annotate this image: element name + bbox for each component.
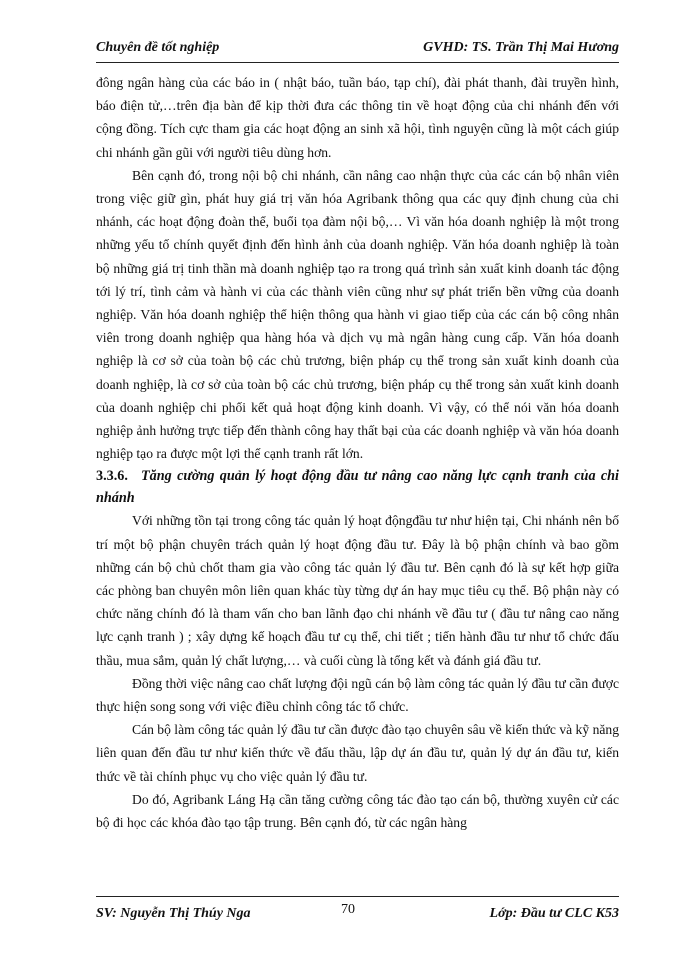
header-rule xyxy=(96,62,619,63)
section-title: Tăng cường quản lý hoạt động đầu tư nâng cao năng lực cạnh tranh của chi nhánh xyxy=(96,468,619,507)
footer-rule xyxy=(96,896,619,897)
paragraph-5: Cán bộ làm công tác quản lý đầu tư cần được đào tạo chuyên sâu về kiến thức và kỹ năng liên quan đến đầu tư như kiến thức về đấu thầu, lập dự án đầu tư, quản lý dự án đầu tư, kiến thức về tài chính phục vụ cho việc quản lý đầu tư. xyxy=(96,722,619,784)
paragraph-4: Đồng thời việc nâng cao chất lượng đội ngũ cán bộ làm công tác quản lý đầu tư cần được thực hiện song song với việc điều chỉnh công tác tổ chức. xyxy=(96,675,619,715)
section-number: 3.3.6. xyxy=(96,468,128,485)
header-supervisor: GVHD: TS. Trần Thị Mai Hương xyxy=(423,40,619,55)
paragraph-2: Bên cạnh đó, trong nội bộ chi nhánh, cần nâng cao nhận thực của các cán bộ nhân viên trong việc giữ gìn, phát huy giá trị văn hóa Agribank thông qua các quy định chung của chi nhánh, các hoạt động đoàn thể, buổi tọa đàm nội bộ,… Vì văn hóa doanh nghiệp là một trong những yếu tố chính quyết định đến hình ảnh của doanh nghiệp. Văn hóa doanh nghiệp là toàn bộ những giá trị tinh thần mà doanh nghiệp tạo ra trong quá trình sản xuất kinh doanh tác động tới lý trí, tình cảm và hành vi của các thành viên cũng như sự phát triển bền vững của doanh nghiệp. Văn hóa doanh nghiệp thể hiện thông qua hành vi giao tiếp của các cán bộ công nhân viên trong doanh nghiệp qua hàng hóa và dịch vụ mà ngân hàng cung cấp. Văn hóa doanh nghiệp là cơ sở của toàn bộ các chủ trương, biện pháp cụ thể trong sản xuất kinh doanh của doanh nghiệp, là cơ sở của toàn bộ các chủ trương, biện pháp cụ thể trong sản xuất kinh doanh của doanh nghiệp chi phối kết quả hoạt động kinh doanh. Vì vậy, có thể nói văn hóa doanh nghiệp ảnh hưởng trực tiếp đến thành công hay thất bại của các doanh nghiệp và văn hóa doanh nghiệp tạo ra được một lợi thế cạnh tranh rất lớn. xyxy=(96,167,619,462)
footer-class: Lớp: Đầu tư CLC K53 xyxy=(489,906,619,921)
header-document-type: Chuyên đề tốt nghiệp xyxy=(96,40,220,55)
page-footer xyxy=(96,896,619,926)
section-heading xyxy=(96,465,619,509)
footer-student: SV: Nguyễn Thị Thúy Nga xyxy=(96,906,251,921)
paragraph-6: Do đó, Agribank Láng Hạ cần tăng cường công tác đào tạo cán bộ, thường xuyên cử các bộ đi học các khóa đào tạo tập trung. Bên cạnh đó, từ các ngân hàng xyxy=(96,791,619,831)
paragraph-1: đông ngân hàng của các báo in ( nhật báo, tuần báo, tạp chí), đài phát thanh, đài truyền hình, báo điện tử,…trên địa bàn để kịp thời đưa các thông tin về hoạt động của chi nhánh đến với cộng đồng. Tích cực tham gia các hoạt động an sinh xã hội, tình nguyện cũng là một cách giúp chi nhánh gần gũi với người tiêu dùng hơn. xyxy=(96,75,619,160)
page-header xyxy=(96,40,619,62)
page-number: 70 xyxy=(341,902,355,917)
paragraph-3: Với những tồn tại trong công tác quản lý hoạt độngđầu tư như hiện tại, Chi nhánh nên bố trí một bộ phận chuyên trách quản lý hoạt động đầu tư. Đây là bộ phận chính và bao gồm những cán bộ chủ chốt tham gia vào công tác quản lý đầu tư. Bên cạnh đó là sự kết hợp giữa các phòng ban chuyên môn liên quan khác tùy từng dự án hay mục tiêu cụ thể. Bộ phận này có chức năng chính đó là tham vấn cho ban lãnh đạo chi nhánh về đầu tư ( đầu tư nâng cao năng lực cạnh tranh ) ; xây dựng kế hoạch đầu tư cụ thể, chi tiết ; tiến hành đầu tư như tổ chức đấu thầu, mua sắm, quản lý chất lượng,… và cuối cùng là tổng kết và đánh giá đầu tư. xyxy=(96,513,619,668)
page-body xyxy=(96,71,619,834)
